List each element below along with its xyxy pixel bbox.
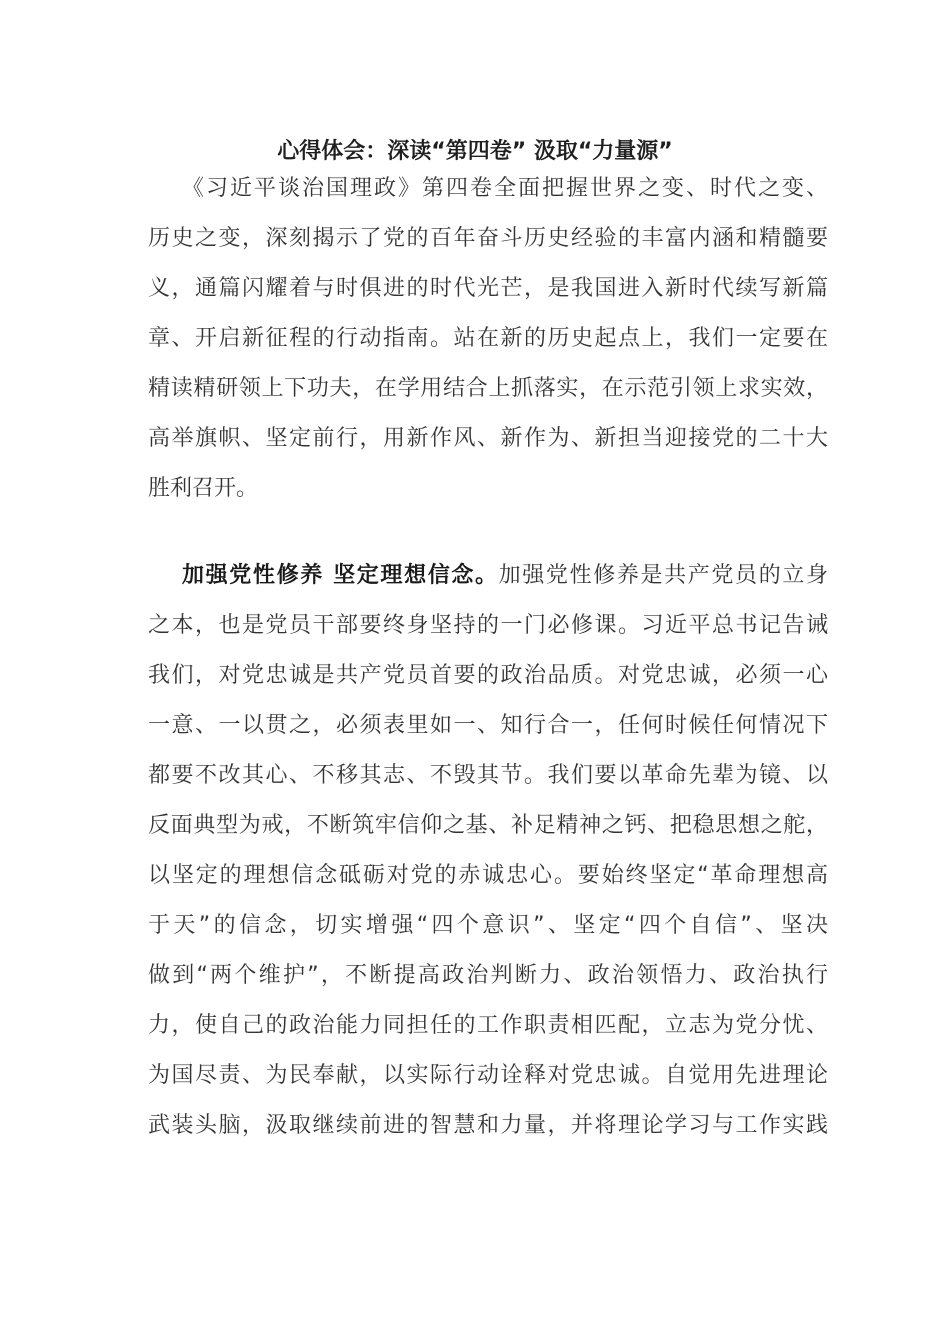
paragraph-line: 之本，也是党员干部要终身坚持的一门必修课。习近平总书记告诫 xyxy=(148,613,828,638)
paragraph-line: 以坚定的理想信念砥砺对党的赤诚忠心。要始终坚定“革命理想高 xyxy=(148,863,828,888)
paragraph-line: 反面典型为戒，不断筑牢信仰之基、补足精神之钙、把稳思想之舵， xyxy=(148,813,828,838)
paragraph-line: 《习近平谈治国理政》第四卷全面把握世界之变、时代之变、 xyxy=(182,176,828,201)
paragraph-line: 做到“两个维护”，不断提高政治判断力、政治领悟力、政治执行 xyxy=(148,963,828,988)
paragraph-line: 力，使自己的政治能力同担任的工作职责相匹配，立志为党分忧、 xyxy=(148,1013,828,1038)
paragraph-line: 为国尽责、为民奉献，以实际行动诠释对党忠诚。自觉用先进理论 xyxy=(148,1063,828,1088)
paragraph-line: 精读精研领上下功夫，在学用结合上抓落实，在示范引领上求实效， xyxy=(148,376,828,401)
paragraph-line: 于天”的信念，切实增强“四个意识”、坚定“四个自信”、坚决 xyxy=(148,913,828,938)
paragraph-line: 胜利召开。 xyxy=(148,476,259,501)
document-title: 心得体会：深读“第四卷” 汲取“力量源” xyxy=(277,139,673,164)
paragraph-line xyxy=(182,551,828,601)
paragraph-line: 都要不改其心、不移其志、不毁其节。我们要以革命先辈为镜、以 xyxy=(148,763,828,788)
paragraph-line: 一意、一以贯之，必须表里如一、知行合一，任何时候任何情况下 xyxy=(148,713,828,738)
paragraph-line: 高举旗帜、坚定前行，用新作风、新作为、新担当迎接党的二十大 xyxy=(148,426,828,451)
paragraph-line: 我们，对党忠诚是共产党员首要的政治品质。对党忠诚，必须一心 xyxy=(148,663,828,688)
paragraph-line: 武装头脑，汲取继续前进的智慧和力量，并将理论学习与工作实践 xyxy=(148,1113,828,1138)
paragraph-line: 历史之变，深刻揭示了党的百年奋斗历史经验的丰富内涵和精髓要 xyxy=(148,226,828,251)
paragraph-line: 义，通篇闪耀着与时俱进的时代光芒，是我国进入新时代续写新篇 xyxy=(148,276,828,301)
paragraph-line: 章、开启新征程的行动指南。站在新的历史起点上，我们一定要在 xyxy=(148,326,828,351)
paragraph-text: 加强党性修养是共产党员的立身 xyxy=(498,563,828,588)
section-heading: 加强党性修养 坚定理想信念。 xyxy=(182,563,499,588)
